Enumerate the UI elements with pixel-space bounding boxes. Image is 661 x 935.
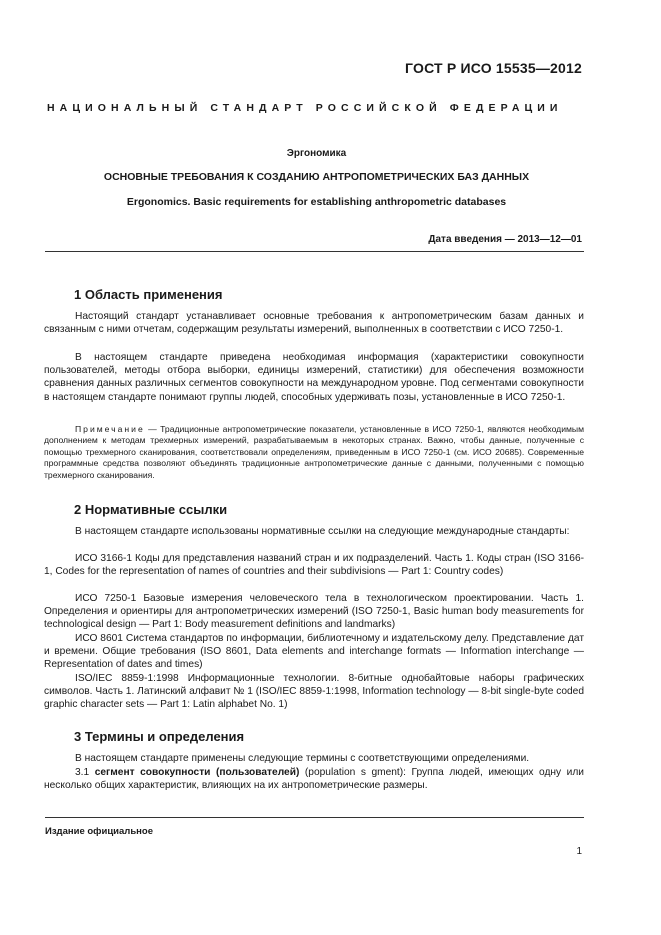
- normative-reference: ИСО 7250-1 Базовые измерения человеческого тела в технологическом проектировании. Часть 1. Определения и ориентиры для антропометрических измерений (ISO 7250-1, Basic human body measurements for technological design — Part 1: Body measurement definitions and landmarks): [44, 593, 584, 631]
- section-2-intro: В настоящем стандарте использованы нормативные ссылки на следующие международные стандарты:: [75, 526, 570, 537]
- normative-reference: ИСО 3166-1 Коды для представления названий стран и их подразделений. Часть 1. Коды стран (ISO 3166-1, Codes for the representation of names of countries and their subdivisions — Part 1: Country codes): [44, 553, 584, 578]
- section-3-heading: 3 Термины и определения: [74, 729, 245, 744]
- divider-bottom: [45, 817, 584, 818]
- section-3-intro: В настоящем стандарте применены следующие термины с соответствующими определениями.: [75, 753, 530, 764]
- term-name: сегмент совокупности (пользователей): [94, 767, 300, 778]
- section-1-heading: 1 Область применения: [74, 287, 223, 302]
- document-title-en: Ergonomics. Basic requirements for establishing anthropometric databases: [126, 196, 507, 208]
- note-text: — Традиционные антропометрические показатели, установленные в ИСО 7250-1, являются необходимым дополнением к методам трехмерных измерений, разрабатываемым в некоторых странах. Важно, чтобы данные, полученные с помощью трехмерного сканирования, соответствовали определениям, приведенным в ИСО 7250-1 (см. ИСО 20685). Современные программные средства позволяют объединять традиционные антропометрические данные с данными, полученными с помощью трехмерного сканирования.: [44, 424, 584, 480]
- edition-label: Издание официальное: [45, 826, 153, 837]
- divider-top: [45, 251, 584, 252]
- term-number: 3.1: [75, 767, 95, 778]
- term-definition: [44, 766, 584, 792]
- section-1-paragraph-1: Настоящий стандарт устанавливает основные требования к антропометрическим базам данных и связанным с ними отчетам, содержащим результаты измерений, выполненных в соответствии с ИСО 7250-1.: [44, 311, 584, 336]
- section-2-heading: 2 Нормативные ссылки: [74, 502, 228, 517]
- normative-reference: ИСО 8601 Система стандартов по информации, библиотечному и издательскому делу. Представление дат и времени. Общие требования (ISO 8601, Data elements and interchange formats — Information interchange — Representation of dates and times): [44, 633, 584, 671]
- section-1-note: [44, 424, 584, 481]
- page-number: 1: [576, 846, 582, 857]
- section-1-paragraph-2: В настоящем стандарте приведена необходимая информация (характеристики совокупности пользователей, методы отбора выборки, единицы измерений, статистики) для обеспечения возможности сравнения данных различных сегментов совокупности на международном уровне. Под сегментами совокупности в настоящем стандарте понимают группы людей, способных удерживать позы, установленные в ИСО 7250-1.: [44, 352, 584, 403]
- document-title-ru: ОСНОВНЫЕ ТРЕБОВАНИЯ К СОЗДАНИЮ АНТРОПОМЕТРИЧЕСКИХ БАЗ ДАННЫХ: [103, 171, 530, 183]
- national-standard-banner: НАЦИОНАЛЬНЫЙ СТАНДАРТ РОССИЙСКОЙ ФЕДЕРАЦИИ: [47, 102, 563, 114]
- note-label: Примечание: [75, 424, 145, 434]
- standard-code: ГОСТ Р ИСО 15535—2012: [405, 60, 582, 76]
- document-subtitle: Эргономика: [286, 148, 347, 159]
- effective-date: Дата введения — 2013—12—01: [428, 234, 582, 245]
- term-text: (population s gment): Группа людей, имеющих одну или несколько общих характеристик, влияющих на их антропометрические размеры.: [44, 767, 584, 792]
- normative-reference: ISO/IEC 8859-1:1998 Информационные технологии. 8-битные однобайтовые наборы графических символов. Часть 1. Латинский алфавит № 1 (ISO/IEC 8859-1:1998, Information technology — 8-bit single-byte coded graphic character sets — Part 1: Latin alphabet No. 1): [44, 673, 584, 711]
